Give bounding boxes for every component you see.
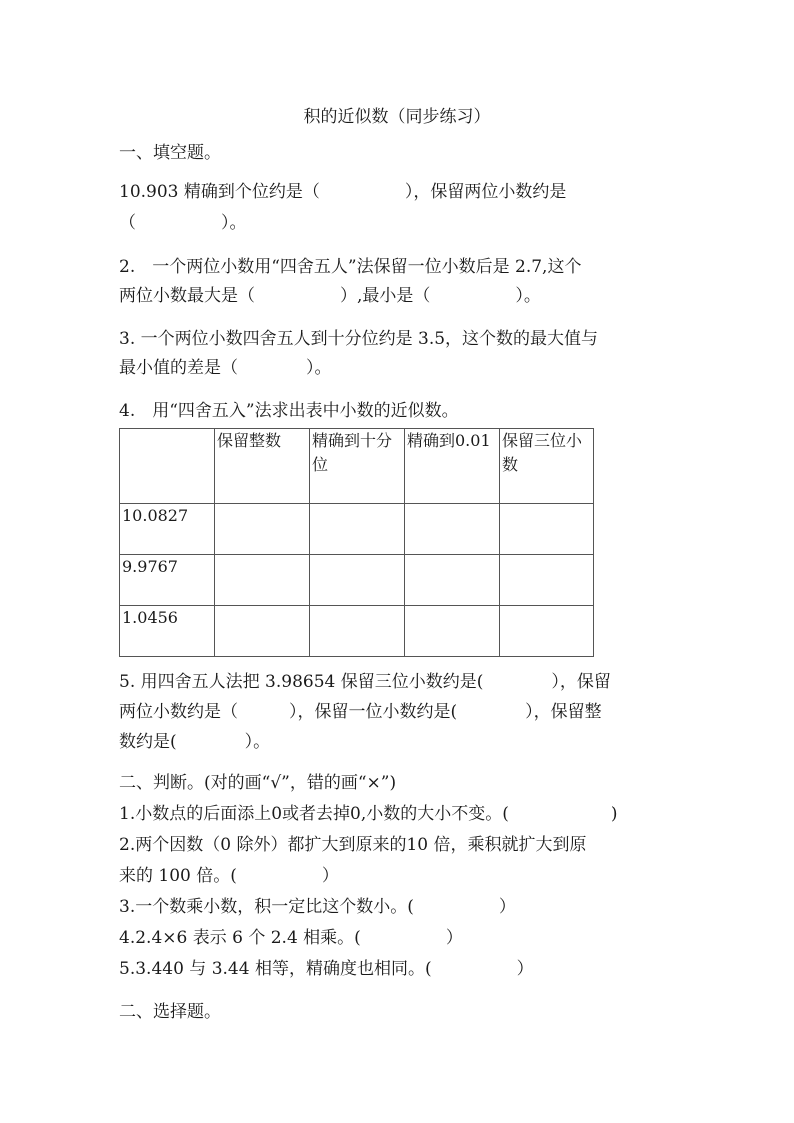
table-answer-cell	[215, 606, 310, 657]
table-row-label: 1.0456	[120, 606, 215, 657]
question-2-line-1: 2. 一个两位小数用“四舍五人”法保留一位小数后是 2.7,这个	[119, 257, 582, 277]
judgement-item-5: 5.3.440 与 3.44 相等，精确度也相同。( ）	[119, 959, 534, 979]
question-3-line-2: 最小值的差是（ ）。	[119, 358, 332, 378]
page-title: 积的近似数（同步练习）	[303, 107, 491, 127]
table-row-label: 10.0827	[120, 504, 215, 555]
table-answer-cell	[310, 504, 405, 555]
question-3-line-1: 3. 一个两位小数四舍五人到十分位约是 3.5，这个数的最大值与	[119, 329, 599, 349]
table-answer-cell	[310, 555, 405, 606]
question-5-line-2: 两位小数约是（ ），保留一位小数约是( ），保留整	[119, 702, 602, 722]
table-row	[120, 555, 594, 606]
approximation-table	[119, 428, 594, 657]
question-1-line-1: 10.903 精确到个位约是（ ），保留两位小数约是	[119, 182, 567, 202]
question-1-line-2: （ ）。	[119, 213, 247, 233]
table-row-label: 9.9767	[120, 555, 215, 606]
table-answer-cell	[500, 606, 594, 657]
table-header-cell: 保留三位小数	[500, 429, 594, 504]
section-heading-fill-blank: 一、填空题。	[119, 143, 221, 163]
table-header-cell: 保留整数	[215, 429, 310, 504]
table-header-cell: 精确到0.01	[405, 429, 500, 504]
section-heading-choice: 二、选择题。	[119, 1002, 221, 1022]
judgement-item-1: 1.小数点的后面添上0或者去掉0,小数的大小不变。( )	[119, 804, 618, 824]
table-answer-cell	[405, 504, 500, 555]
table-answer-cell	[500, 504, 594, 555]
question-2-line-2: 两位小数最大是（ ）,最小是（ ）。	[119, 286, 541, 306]
table-header-cell: 精确到十分位	[310, 429, 405, 504]
question-5-line-3: 数约是( ）。	[119, 732, 271, 752]
table-answer-cell	[405, 555, 500, 606]
table-row	[120, 504, 594, 555]
table-header-row	[120, 429, 594, 504]
table-row	[120, 606, 594, 657]
judgement-item-2: 2.两个因数（0 除外）都扩大到原来的10 倍，乘积就扩大到原	[119, 835, 587, 855]
table-answer-cell	[215, 555, 310, 606]
judgement-item-3: 3.一个数乘小数，积一定比这个数小。( ）	[119, 897, 516, 917]
judgement-item-2-continued: 来的 100 倍。( ）	[119, 866, 339, 886]
table-answer-cell	[310, 606, 405, 657]
table-header-cell	[120, 429, 215, 504]
table-answer-cell	[405, 606, 500, 657]
section-heading-judgement: 二、判断。(对的画“√”，错的画“×”)	[119, 773, 397, 793]
question-4-line-1: 4. 用“四舍五入”法求出表中小数的近似数。	[119, 401, 459, 421]
table-answer-cell	[500, 555, 594, 606]
question-5-line-1: 5. 用四舍五人法把 3.98654 保留三位小数约是( ），保留	[119, 672, 611, 692]
table-answer-cell	[215, 504, 310, 555]
judgement-item-4: 4.2.4×6 表示 6 个 2.4 相乘。( ）	[119, 928, 463, 948]
